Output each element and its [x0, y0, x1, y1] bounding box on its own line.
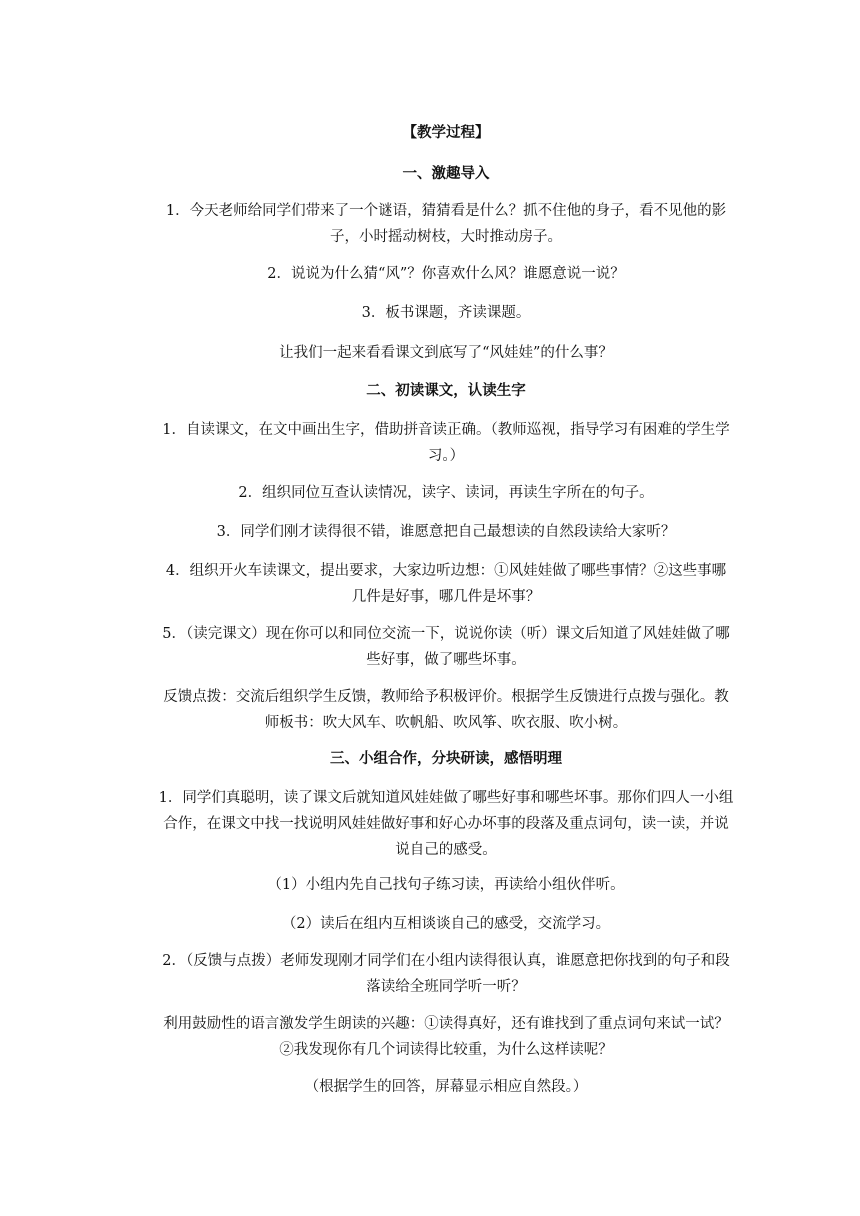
- paragraph: 3．板书课题，齐读课题。: [361, 305, 531, 321]
- paragraph: 3．同学们刚才读得很不错，谁愿意把自己最想读的自然段读给大家听？: [216, 524, 676, 540]
- paragraph: 2．（反馈与点拨）老师发现刚才同学们在小组内读得很认真，谁愿意把你找到的句子和段落读给全班同学听一听？: [162, 953, 730, 995]
- paragraph: 2．组织同位互查认读情况，读字、读词，再读生字所在的句子。: [238, 485, 654, 501]
- section-heading-1: 一、激趣导入: [402, 166, 490, 182]
- paragraph: （根据学生的回答，屏幕显示相应自然段。）: [304, 1079, 588, 1095]
- paragraph: （1）小组内先自己找句子练习读，再读给小组伙伴听。: [267, 877, 625, 893]
- paragraph: （2）读后在组内互相谈谈自己的感受，交流学习。: [281, 916, 611, 932]
- paragraph: 利用鼓励性的语言激发学生朗读的兴趣：①读得真好，还有谁找到了重点词句来试一试？②我发现你有几个词读得比较重，为什么这样读呢？: [163, 1016, 729, 1058]
- section-heading-2: 二、初读课文，认读生字: [366, 383, 526, 399]
- paragraph: 让我们一起来看看课文到底写了“风娃娃”的什么事？: [279, 345, 613, 361]
- paragraph: 1．自读课文，在文中画出生字，借助拼音读正确。（教师巡视，指导学习有困难的学生学习。）: [162, 422, 730, 464]
- paragraph: 1．今天老师给同学们带来了一个谜语，猜猜看是什么？抓不住他的身子，看不见他的影子，小时摇动树枝，大时推动房子。: [165, 203, 727, 245]
- paragraph: 5．（读完课文）现在你可以和同位交流一下，说说你读（听）课文后知道了风娃娃做了哪些好事，做了哪些坏事。: [162, 626, 730, 668]
- document-title: 【教学过程】: [402, 125, 490, 141]
- paragraph: 2．说说为什么猜“风”？你喜欢什么风？谁愿意说一说？: [267, 266, 625, 282]
- section-heading-3: 三、小组合作，分块研读，感悟明理: [330, 751, 562, 767]
- paragraph: 4．组织开火车读课文，提出要求，大家边听边想：①风娃娃做了哪些事情？②这些事哪几件是好事，哪几件是坏事？: [165, 563, 727, 605]
- paragraph: 反馈点拨：交流后组织学生反馈，教师给予积极评价。根据学生反馈进行点拨与强化。教师板书：吹大风车、吹帆船、吹风筝、吹衣服、吹小树。: [163, 689, 729, 731]
- paragraph: 1．同学们真聪明，读了课文后就知道风娃娃做了哪些好事和哪些坏事。那你们四人一小组合作，在课文中找一找说明风娃娃做好事和好心办坏事的段落及重点词句，读一读，并说说自己的感受。: [158, 790, 734, 858]
